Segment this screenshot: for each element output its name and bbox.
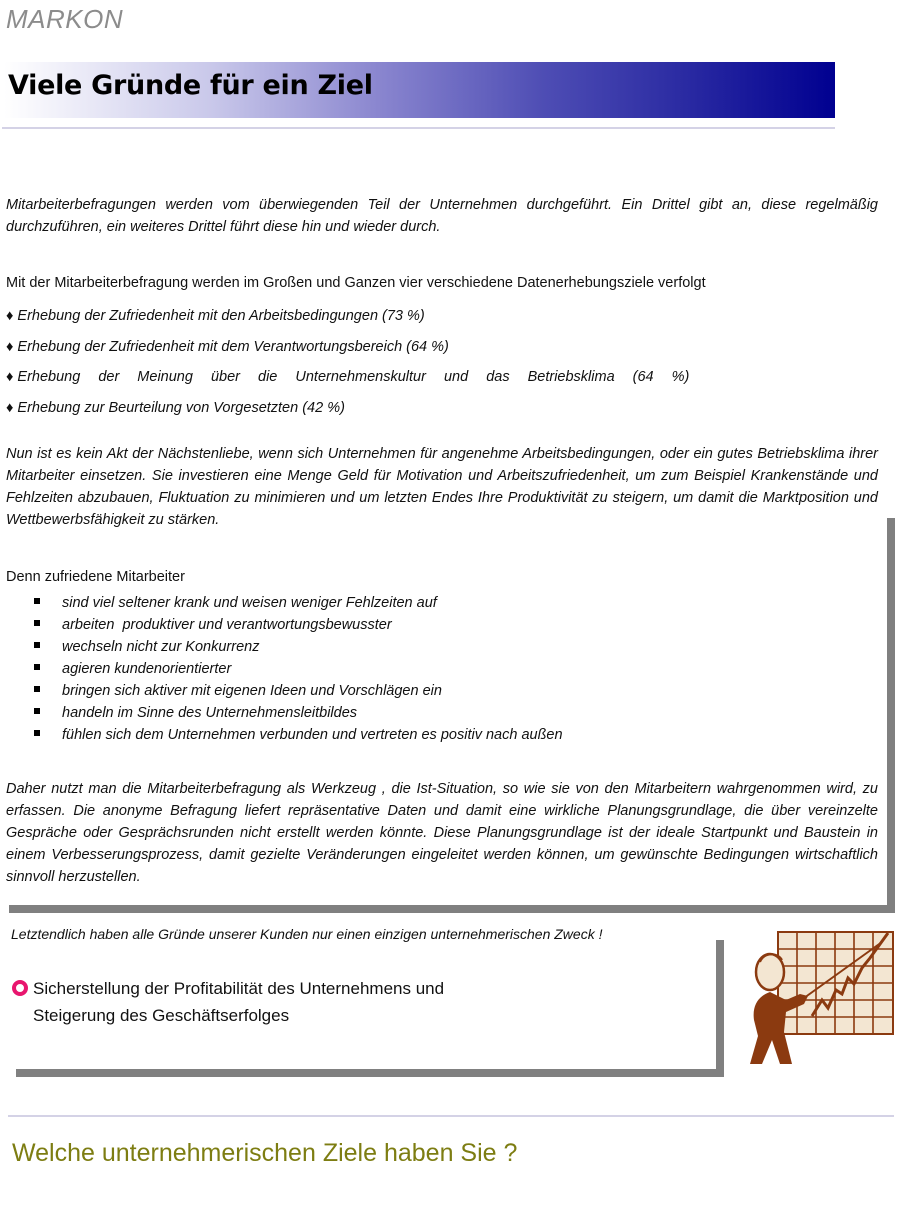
goals-intro: Mit der Mitarbeiterbefragung werden im Großen und Ganzen vier verschiedene Datenerhebungsziele verfolgt <box>6 275 706 291</box>
reason-item: agieren kundenorientierter <box>34 658 563 680</box>
page-title: Viele Gründe für ein Ziel <box>8 70 373 101</box>
diamond-bullet-icon: ♦ <box>6 338 14 355</box>
motivation-paragraph: Nun ist es kein Akt der Nächstenliebe, wenn sich Unternehmen für angenehme Arbeitsbedingungen, oder ein gutes Betriebsklima ihrer Mitarbeiter einsetzen. Sie investieren eine Menge Geld für Motivation und Arbeitszufriedenheit, um zum Beispiel Krankenstände und Fehlzeiten abzubauen, Fluktuation zu minimieren und um letzten Endes Ihre Produktivität zu steigern, um damit die Marktposition und Wettbewerbsfähigkeit zu stärken. <box>6 446 878 528</box>
box-shadow-bottom <box>9 905 895 913</box>
businessman-chart-illustration <box>742 928 897 1070</box>
reasons-heading: Denn zufriedene Mitarbeiter <box>6 569 185 585</box>
diamond-bullet-icon: ♦ <box>6 399 14 416</box>
footer-divider <box>8 1115 894 1117</box>
reason-item: wechseln nicht zur Konkurrenz <box>34 636 563 658</box>
square-bullet-icon <box>34 708 40 714</box>
goals-list <box>6 303 706 425</box>
title-banner <box>4 62 835 118</box>
intro-paragraph: Mitarbeiterbefragungen werden vom überwiegenden Teil der Unternehmen durchgeführt. Ein Drittel gibt an, diese regelmäßig durchzuführen, ein weiteres Drittel führt diese hin und wieder durch. <box>6 197 878 235</box>
conclusion-paragraph: Daher nutzt man die Mitarbeiterbefragung als Werkzeug , die Ist-Situation, so wie sie von den Mitarbeitern wahrgenommen wird, zu erfassen. Die anonyme Befragung liefert repräsentative Daten und damit eine wirkliche Planungsgrundlage, die über vereinzelte Gespräche oder Gesprächsrunden nicht erstellt werden könnte. Diese Planungsgrundlage ist der ideale Startpunkt und Baustein in einem Verbesserungsprozess, damit gezielte Veränderungen eingeleitet werden können, um gewünschte Bedingungen wirtschaftlich sinnvoll herzustellen. <box>6 781 878 885</box>
reason-item: sind viel seltener krank und weisen weniger Fehlzeiten auf <box>34 592 563 614</box>
goal-item: ♦ Erhebung der Zufriedenheit mit den Arbeitsbedingungen (73 %) <box>6 308 425 324</box>
square-bullet-icon <box>34 730 40 736</box>
goal-item: ♦ Erhebung der Meinung über die Unternehmenskultur und das Betriebsklima (64 %) <box>6 369 690 385</box>
reason-item: bringen sich aktiver mit eigenen Ideen und Vorschlägen ein <box>34 680 563 702</box>
purpose-statement: Sicherstellung der Profitabilität des Unternehmens und Steigerung des Geschäftserfolges <box>12 975 513 1029</box>
goal-item: ♦ Erhebung der Zufriedenheit mit dem Verantwortungsbereich (64 %) <box>6 338 449 355</box>
square-bullet-icon <box>34 686 40 692</box>
purpose-box-shadow-bottom <box>16 1069 724 1077</box>
purpose-box-shadow-right <box>716 940 724 1077</box>
title-divider <box>2 127 835 129</box>
reason-item: arbeiten produktiver und verantwortungsbewusster <box>34 614 563 636</box>
square-bullet-icon <box>34 664 40 670</box>
diamond-bullet-icon: ♦ <box>6 369 14 385</box>
square-bullet-icon <box>34 598 40 604</box>
purpose-lead: Letztendlich haben alle Gründe unserer Kunden nur einen einzigen unternehmerischen Zweck ! <box>11 926 603 942</box>
reason-item: fühlen sich dem Unternehmen verbunden und vertreten es positiv nach außen <box>34 724 563 746</box>
square-bullet-icon <box>34 620 40 626</box>
box-shadow-right <box>887 518 895 913</box>
ring-bullet-icon <box>12 980 28 996</box>
reasons-list <box>34 592 563 746</box>
diamond-bullet-icon: ♦ <box>6 308 14 324</box>
square-bullet-icon <box>34 642 40 648</box>
goal-item: ♦ Erhebung zur Beurteilung von Vorgesetzten (42 %) <box>6 399 345 416</box>
reason-item: handeln im Sinne des Unternehmensleitbildes <box>34 702 563 724</box>
closing-question: Welche unternehmerischen Ziele haben Sie ? <box>12 1139 518 1167</box>
brand-logo-text: MARKON <box>6 4 124 34</box>
